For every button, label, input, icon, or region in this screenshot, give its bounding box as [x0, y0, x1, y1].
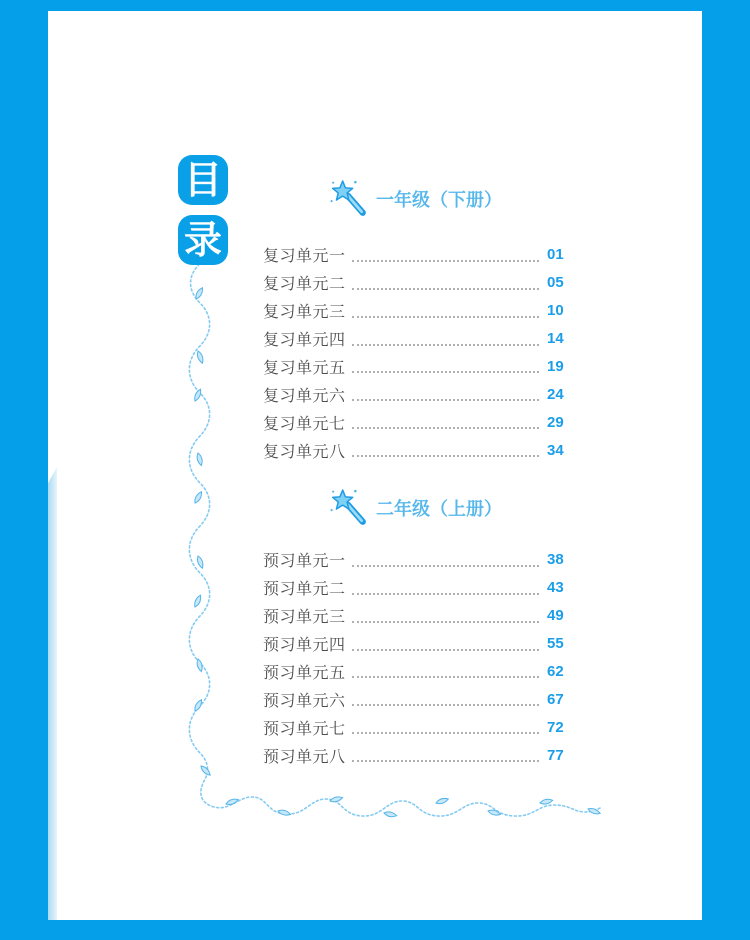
toc-entry [263, 741, 571, 769]
toc-leader-dots [352, 649, 539, 651]
toc-entry-label: 复习单元一 [263, 248, 346, 266]
magic-wand-icon [330, 180, 368, 218]
magic-wand-icon [330, 489, 368, 527]
toc-entry-page: 24 [547, 385, 564, 403]
toc-entry [263, 546, 571, 574]
toc-entry [263, 574, 571, 602]
toc-entry-label: 预习单元六 [263, 692, 346, 710]
toc-badge-lu: 录 [178, 215, 228, 265]
toc-entry-page: 14 [547, 330, 564, 348]
toc-leader-dots [352, 344, 539, 346]
toc-leader-dots [352, 593, 539, 595]
toc-entry [263, 685, 571, 713]
section-title-grade1: 一年级（下册） [376, 190, 502, 210]
toc-entry [263, 269, 571, 297]
toc-leader-dots [352, 399, 539, 401]
toc-leader-dots [352, 260, 539, 262]
section-header-grade2 [330, 489, 502, 527]
section-header-grade1 [330, 180, 502, 218]
toc-entry-page: 19 [547, 358, 564, 375]
toc-entry [263, 241, 571, 269]
toc-entry-label: 预习单元八 [263, 748, 346, 766]
toc-leader-dots [352, 732, 539, 734]
toc-entry-page: 38 [547, 551, 564, 569]
toc-entry [263, 630, 571, 658]
toc-entry [263, 325, 571, 353]
toc-entry-label: 复习单元五 [263, 360, 346, 377]
toc-leader-dots [352, 760, 539, 762]
toc-entry-page: 10 [547, 302, 564, 320]
toc-entry-page: 67 [547, 690, 564, 708]
toc-entry-label: 预习单元七 [263, 720, 346, 738]
book-page [48, 11, 702, 920]
toc-entry-label: 预习单元四 [263, 637, 346, 655]
toc-entry-page: 72 [547, 718, 564, 736]
toc-entry-label: 预习单元一 [263, 553, 346, 571]
toc-entry [263, 436, 571, 464]
toc-entry-label: 复习单元七 [263, 415, 346, 433]
toc-entry-label: 复习单元八 [263, 443, 346, 461]
toc-entry [263, 602, 571, 630]
toc-entry-label: 复习单元二 [263, 276, 346, 294]
toc-entry-label: 预习单元五 [263, 665, 346, 682]
toc-entry-page: 34 [547, 441, 564, 459]
toc-entry-page: 05 [547, 274, 564, 292]
toc-entry-label: 预习单元三 [263, 609, 346, 627]
toc-entry-page: 01 [547, 246, 564, 264]
toc-entry [263, 353, 571, 381]
toc-entry [263, 297, 571, 325]
toc-entry-page: 62 [547, 663, 564, 680]
toc-leader-dots [352, 288, 539, 290]
toc-entry-label: 复习单元四 [263, 332, 346, 350]
toc-badge-mu: 目 [178, 155, 228, 205]
toc-leader-dots [352, 565, 539, 567]
toc-entry-label: 复习单元三 [263, 304, 346, 322]
toc-entry [263, 408, 571, 436]
toc-entry-page: 29 [547, 413, 564, 431]
toc-leader-dots [352, 371, 539, 373]
section-title-grade2: 二年级（上册） [376, 499, 502, 519]
toc-entry [263, 380, 571, 408]
toc-leader-dots [352, 455, 539, 457]
toc-entry [263, 658, 571, 686]
toc-entry-page: 43 [547, 579, 564, 597]
toc-leader-dots [352, 621, 539, 623]
leaf-vine-decoration [48, 11, 702, 920]
toc-leader-dots [352, 676, 539, 678]
toc-entry-page: 55 [547, 635, 564, 653]
toc-list-grade2 [263, 546, 571, 769]
toc-entry [263, 713, 571, 741]
toc-entry-page: 49 [547, 607, 564, 625]
toc-entry-label: 复习单元六 [263, 387, 346, 405]
toc-list-grade1 [263, 241, 571, 464]
toc-leader-dots [352, 427, 539, 429]
toc-leader-dots [352, 316, 539, 318]
page-corner-edge [48, 467, 57, 920]
toc-entry-label: 预习单元二 [263, 581, 346, 599]
toc-entry-page: 77 [547, 746, 564, 764]
toc-leader-dots [352, 704, 539, 706]
